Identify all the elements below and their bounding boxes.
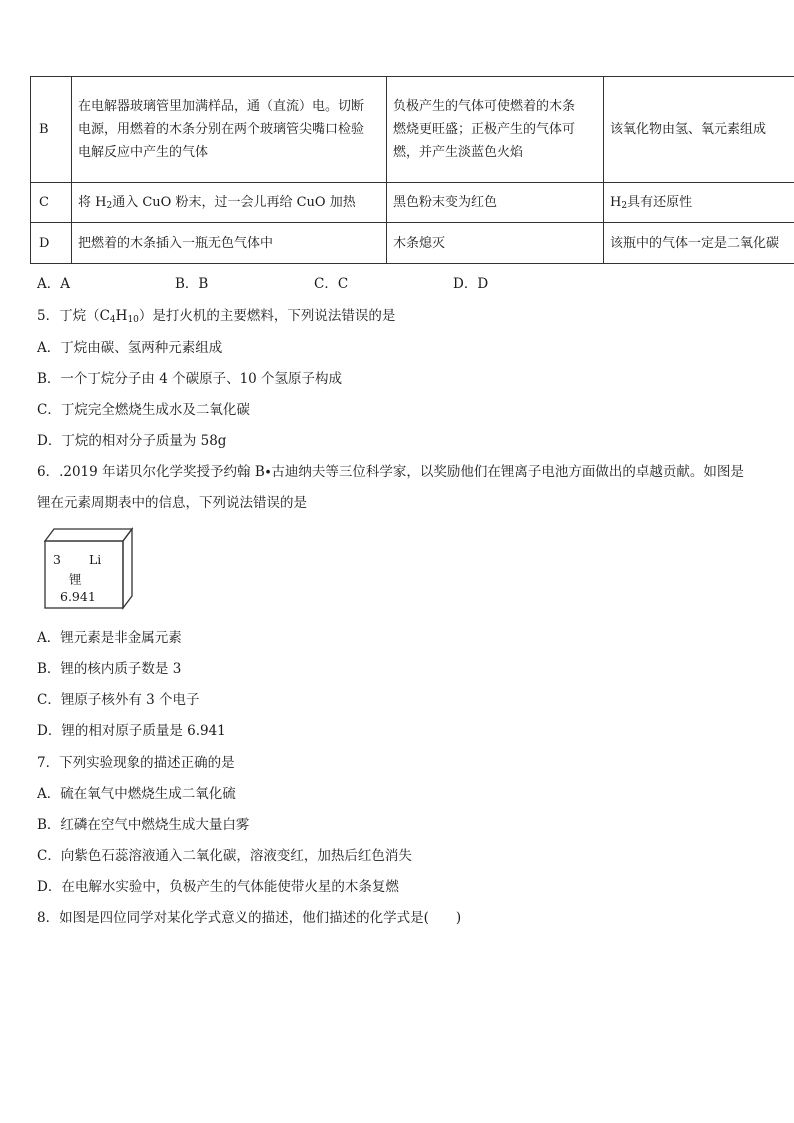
- conclusion-cell: 该瓶中的气体一定是二氧化碳: [604, 223, 794, 264]
- q6-option-d: D．锂的相对原子质量是 6.941: [37, 723, 226, 739]
- phenomenon-line: 燃烧更旺盛；正极产生的气体可: [393, 122, 576, 137]
- option-c: C．C: [314, 276, 349, 292]
- row-label: C: [31, 183, 72, 223]
- q7-option-b: B．红磷在空气中燃烧生成大量白雾: [37, 817, 250, 833]
- row-label: D: [31, 223, 72, 264]
- q6-option-b: B．锂的核内质子数是 3: [37, 661, 182, 677]
- phenomenon-line: 负极产生的气体可使燃着的木条: [393, 99, 576, 114]
- atomic-mass: 6.941: [60, 589, 96, 604]
- q5-option-b: B．一个丁烷分子由 4 个碳原子、10 个氢原子构成: [37, 371, 343, 387]
- q5-option-a: A．丁烷由碳、氢两种元素组成: [37, 340, 223, 356]
- conclusion-cell: 该氧化物由氢、氧元素组成: [604, 77, 794, 183]
- element-name: 锂: [69, 572, 82, 587]
- phenomenon-line: 燃，并产生淡蓝色火焰: [393, 145, 524, 160]
- row-label: B: [31, 77, 72, 183]
- q5-stem: 5．丁烷$(C_4H_{10})$是打火机的主要燃料，下列说法错误的是: [37, 308, 396, 325]
- q7-option-c: C．向紫色石蕊溶液通入二氧化碳，溶液变红，加热后红色消失: [37, 848, 412, 864]
- q6-stem-line1: 6．.2019 年诺贝尔化学奖授予约翰 B∙古迪纳夫等三位科学家，以奖励他们在锂离子电池方面做出的卓越贡献。如图是: [37, 464, 744, 480]
- q7-option-a: A．硫在氧气中燃烧生成二氧化硫: [37, 786, 236, 802]
- q6-stem-line2: 锂在元素周期表中的信息，下列说法错误的是: [37, 495, 307, 511]
- table-row: [31, 223, 794, 264]
- phenomenon-cell: 黑色粉末变为红色: [387, 183, 604, 223]
- operation-line: 电源，用燃着的木条分别在两个玻璃管尖嘴口检验: [78, 122, 365, 137]
- table-row: [31, 77, 794, 183]
- phenomenon-cell: [387, 77, 604, 183]
- conclusion-cell: $H_2$具有还原性: [604, 183, 794, 223]
- q6-option-a: A．锂元素是非金属元素: [37, 630, 182, 646]
- option-d: D．D: [453, 276, 489, 292]
- operation-line: 电解反应中产生的气体: [78, 145, 209, 160]
- phenomenon-cell: 木条熄灭: [387, 223, 604, 264]
- atomic-number: 3: [53, 552, 61, 567]
- q5-option-c: C．丁烷完全燃烧生成水及二氧化碳: [37, 402, 250, 418]
- q5-option-d: D．丁烷的相对分子质量为 58g: [37, 433, 227, 449]
- q7-stem: 7．下列实验现象的描述正确的是: [37, 755, 235, 771]
- q8-stem: 8．如图是四位同学对某化学式意义的描述，他们描述的化学式是( ): [37, 910, 462, 926]
- operation-line: 在电解器玻璃管里加满样品，通（直流）电。切断: [78, 99, 365, 114]
- operation-cell: [72, 77, 387, 183]
- option-a: A．A: [37, 276, 70, 292]
- q7-option-d: D．在电解水实验中，负极产生的气体能使带火星的木条复燃: [37, 879, 399, 895]
- element-symbol: Li: [89, 552, 102, 567]
- q6-option-c: C．锂原子核外有 3 个电子: [37, 692, 200, 708]
- operation-cell: 把燃着的木条插入一瓶无色气体中: [72, 223, 387, 264]
- option-b: B．B: [175, 276, 209, 292]
- operation-cell: 将 $H_2$通入 CuO 粉末，过一会儿再给 CuO 加热: [72, 183, 387, 223]
- element-card: [42, 525, 134, 610]
- table-row: [31, 183, 794, 223]
- experiment-table: [30, 76, 794, 264]
